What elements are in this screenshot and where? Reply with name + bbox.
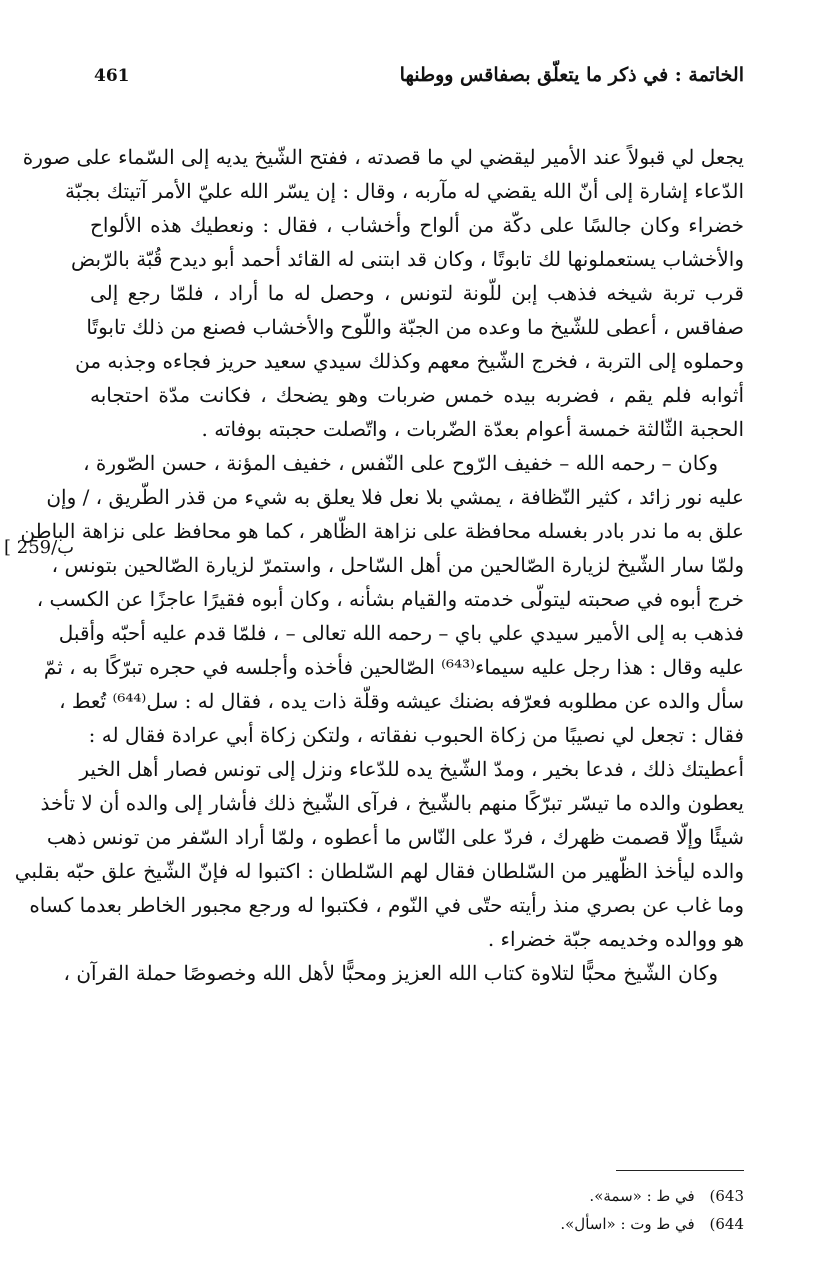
text-line: أعطيتك ذلك ، فدعا بخير ، ومدّ الشّيخ يده للدّعاء ونزل إلى تونس فصار أهل الخير (79, 757, 744, 781)
text-line: صفاقس ، أعطى للشّيخ ما وعده من الجبّة واللّوح والأخشاب فصنع من ذلك تابوتًا (86, 315, 744, 339)
text-line: الدّعاء إشارة إلى أنّ الله يقضي له مآربه ، وقال : إن يسّر الله عليّ الأمر آتيتك بجبّة (65, 179, 744, 203)
text-line: أثوابه فلم يقم ، فضربه بيده خمس ضربات وهو يضحك ، فكانت مدّة احتجابه (90, 383, 744, 407)
text-line: سأل والده عن مطلوبه فعرّفه بضنك عيشه وقلّة ذات يده ، فقال له : سل⁽⁶⁴⁴⁾ تُعط ، (59, 689, 744, 713)
text-line: عليه نور زائد ، كثير النّظافة ، يمشي بلا نعل فلا يعلق به شيء من قذر الطّريق ، / وإن (46, 485, 744, 509)
footnote (444, 1182, 744, 1210)
text-line: عليه وقال : هذا رجل عليه سيماء⁽⁶⁴³⁾ الصّالحين فأخذه وأجلسه في حجره تبرّكًا به ، ثمّ (43, 655, 744, 679)
manuscript-folio-reference: [ 259/ب (4, 537, 75, 558)
footnote (444, 1210, 744, 1238)
text-line: فذهب به إلى الأمير سيدي علي باي – رحمه الله تعالى – ، فلمّا قدم عليه أحبّه وأقبل (58, 621, 744, 645)
text-line: يجعل لي قبولاً عند الأمير ليقضي لي ما قصدته ، ففتح الشّيخ يديه إلى السّماء على صورة (22, 145, 744, 169)
text-line: قرب تربة شيخه فذهب إبن للّونة لتونس ، وحصل له ما أراد ، فلمّا رجع إلى (90, 281, 744, 305)
running-title: الخاتمة : في ذكر ما يتعلّق بصفاقس ووطنها (399, 64, 744, 86)
paragraph-start-line: وكان – رحمه الله – خفيف الرّوح على النّفس ، خفيف المؤنة ، حسن الصّورة ، (83, 451, 718, 475)
page-header (94, 60, 744, 110)
page-number: 461 (94, 66, 130, 86)
text-line: والده ليأخذ الظّهير من السّلطان فقال لهم السّلطان : اكتبوا له فإنّ الشّيخ علق حبّه بقلبي (14, 859, 744, 883)
text-line: الحجبة الثّالثة خمسة أعوام بعدّة الضّربات ، واتّصلت حجبته بوفاته . (201, 417, 744, 441)
footnote-separator (616, 1170, 744, 1171)
text-line: وما غاب عن بصري منذ رأيته حتّى في النّوم ، فكتبوا له ورجع مجبور الخاطر بعدما كساه (29, 893, 744, 917)
text-line: وحملوه إلى التربة ، فخرج الشّيخ معهم وكذلك سيدي سعيد حريز فجاءه وجذبه من (75, 349, 744, 373)
paragraph-start-line: وكان الشّيخ محبًّا لتلاوة كتاب الله العزيز ومحبًّا لأهل الله وخصوصًا حملة القرآن ، (63, 961, 718, 985)
text-line: هو ووالده وخديمه جبّة خضراء . (487, 927, 744, 951)
text-line: خرج أبوه في صحبته ليتولّى خدمته والقيام بشأنه ، وكان أبوه فقيرًا عاجزًا عن الكسب ، (36, 587, 744, 611)
footnotes (444, 1182, 744, 1238)
footnote-number: (643 (709, 1187, 744, 1205)
text-line: علق به ما ندر بادر بغسله محافظة على نزاهة الظّاهر ، كما هو محافظ على نزاهة الباطن (20, 519, 744, 543)
text-line: فقال : تجعل لي نصيبًا من زكاة الحبوب نفقاته ، ولتكن زكاة أبي عرادة فقال له : (88, 723, 744, 747)
text-line: والأخشاب يستعملونها لك تابوتًا ، وكان قد ابتنى له القائد أحمد أبو ديدح قُبّة بالرّبض (71, 247, 744, 271)
footnote-text: في ط وت : «اسأل». (560, 1215, 695, 1233)
text-line: ولمّا سار الشّيخ لزيارة الصّالحين من أهل السّاحل ، واستمرّ لزيارة الصّالحين بتونس ، (51, 553, 744, 577)
text-line: خضراء وكان جالسًا على دكّة من ألواح وأخشاب ، فقال : ونعطيك هذه الألواح (90, 213, 744, 237)
text-line: شيئًا وإلّا قصمت ظهرك ، فردّ على النّاس ما أعطوه ، ولمّا أراد السّفر من تونس ذهب (46, 825, 744, 849)
footnote-text: في ط : «سمة». (589, 1187, 695, 1205)
text-line: يعطون والده ما تيسّر تبرّكًا منهم بالشّيخ ، فرآى الشّيخ ذلك فأشار إلى والده أن لا تأخذ (40, 791, 744, 815)
footnote-number: (644 (709, 1215, 744, 1233)
